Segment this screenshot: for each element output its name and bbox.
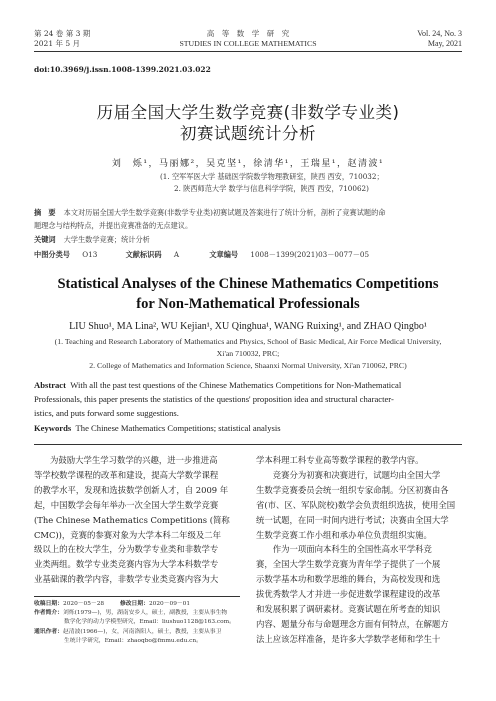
abstract-en-line3: istics, and puts forward some suggestions. [34,408,179,418]
body-right-line: 和发展积累了调研素材。竞赛试题在所考查的知识 [256,604,441,615]
footnote [34,600,240,646]
revised-date: 2020－09－01 [148,601,191,607]
body-right-line: 内容、题量分布与命题理念方面有何特点，在解题方 [256,618,449,629]
doc-code-label: 文献标识码 [125,250,162,259]
body-right-line: 生数学竞赛工作小组和承办单位负责组织实施。 [256,529,432,540]
abstract-cn-line1: 本文对历届全国大学生数学竞赛(非数学专业类)初赛试题及答案进行了统计分析，剖析了竞赛试题的命 [63,208,386,217]
body-left-line: 起，中国数学会每年举办一次全国大学生数学竞赛 [34,499,219,510]
journal-name-cn: 高 等 数 学 研 究 [206,29,290,38]
body-right-line: 作为一项面向本科生的全国性高水平学科竞 [256,544,432,555]
authors-cn: 刘 烁¹，马丽娜²，吴克坚¹，徐清华¹，王瑞星¹，赵清波¹ [111,159,385,169]
title-cn-line1: 历届全国大学生数学竞赛(非数学专业类) [96,103,400,122]
abstract-en-label: Abstract [34,380,66,390]
author-bio-label: 作者简介： [34,610,63,617]
abstract-cn [34,206,462,219]
body-left-line: (The Chinese Mathematics Competitions (简称 [34,514,230,525]
corresponding-label: 通讯作者： [34,628,63,635]
abstract-en-line1: With all the past test questions of the Chinese Mathematics Competitions for Non-Mathematical [70,380,402,390]
body-right-line: 法上应该怎样准备，是许多大学数学老师和学生十 [256,633,441,644]
footnote-dates [34,600,240,609]
received-date: 2020－05－28 [63,601,105,607]
received-label: 收稿日期： [34,601,63,607]
affiliation-cn-2: 2. 陕西师范大学 数学与信息科学学院，陕西 西安，710062) [174,184,369,193]
affiliation-en-2: Xi'an 710032, PRC; [216,349,280,358]
body-right-line: 统一试题，在同一时间内进行考试；决赛由全国大学 [256,514,449,525]
doi[interactable]: doi:10.3969/j.issn.1008-1399.2021.03.022 [34,65,211,74]
body-right-line: 示数学基本功和数学思维的舞台，为高校发现和选 [256,574,441,585]
abstract-en-line2: Professionals, this paper presents the statistics of the questions' proposition idea and structural character- [34,394,394,404]
section-rule [34,444,462,445]
title-cn-line2: 初赛试题统计分析 [180,124,316,143]
abstract-cn-line2: 题理念与结构特点，并提出竞赛准备的无点建议。 [34,221,193,230]
journal-name-en: STUDIES IN COLLEGE MATHEMATICS [179,39,317,48]
journal-date: 2021 年 5 月 [34,39,81,48]
body-left-line: 级以上的在校大学生，分为数学专业类和非数学专 [34,544,219,555]
corresponding-author [34,628,240,637]
body-left-column [34,453,240,587]
affiliation-en-3: 2. College of Mathematics and Information Science, Shaanxi Normal University, Xi'an 710062, PRC) [89,361,407,370]
classification-cn [34,248,369,261]
keywords-cn-text: 大学生数学竞赛；统计分析 [63,235,150,244]
keywords-en-label: Keywords [34,423,72,433]
corresponding-line1: 赵清波(1966—)，女，河南洛阳人，硕士，教授，主要从事卫 [63,628,222,635]
body-left-line: 的教学水平，发现和选拔数学创新人才，自 2009 年 [34,484,229,495]
body-right-line: 省(市、区、军队院校)数学会负责组织选拔，使用全国 [256,499,456,510]
affiliation-cn-1: (1. 空军军医大学 基础医学院数学物理教研室，陕西 西安，710032； [160,172,384,181]
authors-en: LIU Shuo¹, MA Lina², WU Kejian¹, XU Qinghua¹, WANG Ruixing¹, and ZHAO Qingbo¹ [69,321,427,332]
keywords-en-text: The Chinese Mathematics Competitions; statistical analysis [75,423,281,433]
doc-code-value: A [173,250,180,259]
clc-label: 中图分类号 [34,250,70,259]
keywords-cn [34,233,150,246]
body-left-line: CMC))，竞赛的参赛对象为大学本科二年级及二年 [34,529,222,540]
revised-label: 修改日期： [119,601,149,607]
journal-date-en: May, 2021 [427,39,462,48]
abstract-cn-label: 摘 要 [34,208,56,217]
clc-value: O13 [82,250,98,259]
body-right-line: 学本科理工科专业高等数学课程的教学内容。 [256,455,424,465]
author-bio-line2: 数学化学的动力学模型研究，Email：liushuo1128@163.com。 [64,619,235,626]
abstract-en [34,378,462,392]
body-left-line: 业类两组。数学专业类竞赛内容为大学本科数学专 [34,559,219,570]
body-right-line: 拔优秀数学人才并进一步促进数学课程建设的改革 [256,589,441,600]
body-right-column [256,453,462,647]
body-left-line: 为鼓励大学生学习数学的兴趣，进一步推进高 [50,455,218,465]
body-left-line: 等学校数学课程的改革和建设，提高大学数学课程 [34,469,219,480]
article-id-label: 文章编号 [209,250,239,259]
title-en-line2: for Non-Mathematical Professionals [136,296,360,312]
keywords-en [34,421,462,435]
footnote-rule [34,596,240,597]
body-right-line: 竞赛分为初赛和决赛进行，试题均由全国大学 [256,469,441,480]
title-en-line1: Statistical Analyses of the Chinese Mathematics Competitions [57,276,439,292]
keywords-cn-label: 关键词 [34,235,56,244]
journal-volume-issue: 第 24 卷 第 3 期 [34,29,91,38]
header-rule [34,51,462,52]
corresponding-line2: 生统计学研究，Email：zhaoqbo@fmmu.edu.cn。 [64,637,202,644]
article-id-value: 1008－1399(2021)03－0077－05 [250,250,370,259]
author-bio [34,609,240,618]
author-bio-line1: 刘烁(1979—)，男，湖南安乡人，硕士，副教授，主要从事生物 [63,610,228,617]
body-left-line: 业基础课的教学内容，非数学专业类竞赛内容为大 [34,574,219,585]
journal-volume-en: Vol. 24, No. 3 [417,29,462,38]
body-right-line: 赛，全国大学生数学竞赛为青年学子提供了一个展 [256,559,441,570]
body-right-line: 生数学竞赛委员会统一组织专家命制。分区初赛由各 [256,484,449,495]
affiliation-en-1: (1. Teaching and Research Laboratory of Mathematics and Physics, School of Basic Medical, Air Force Medical University, [54,337,442,346]
